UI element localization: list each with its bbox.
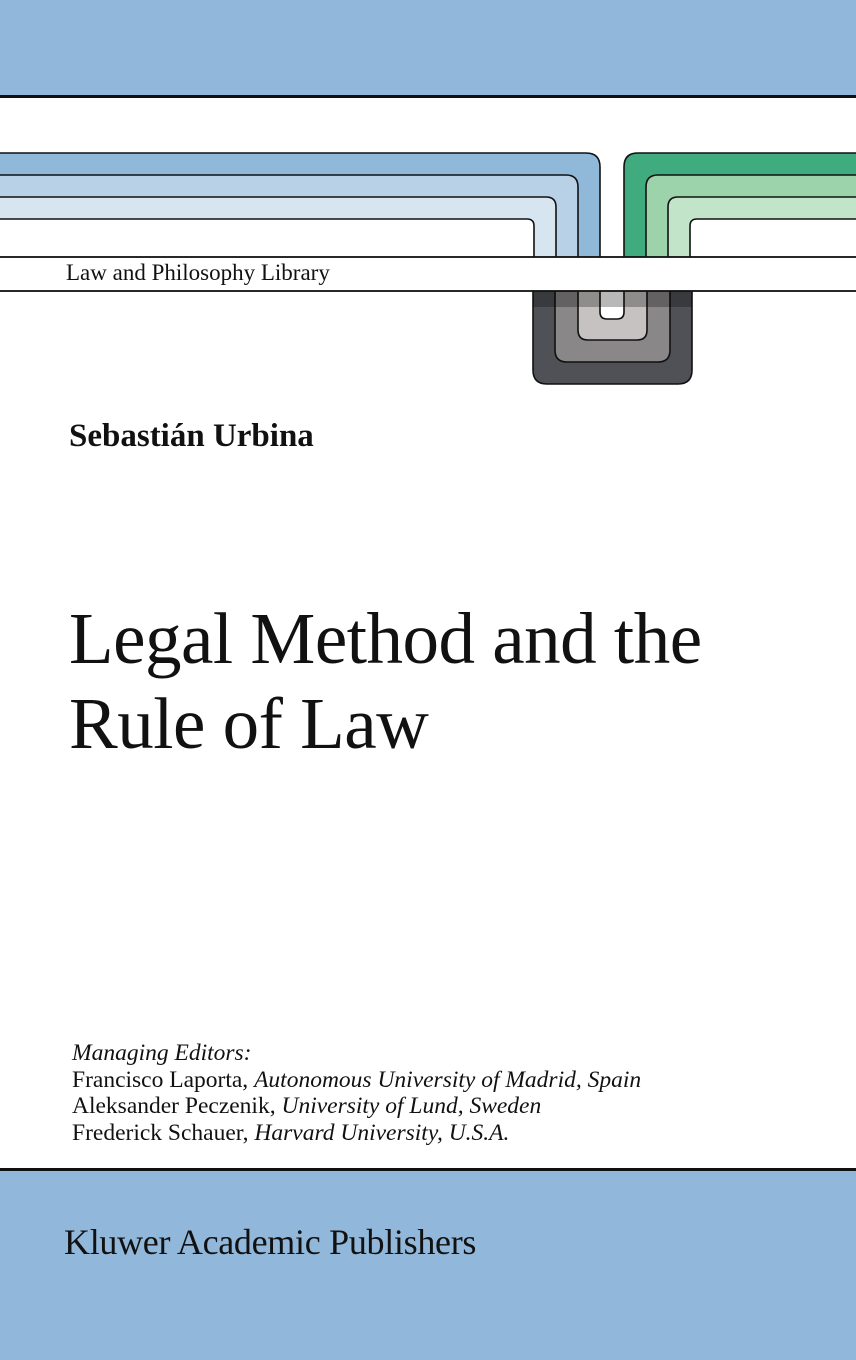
editor-line xyxy=(72,1093,641,1120)
managing-editors xyxy=(72,1040,641,1146)
editor-affiliation: Autonomous University of Madrid, Spain xyxy=(254,1066,642,1093)
editors-heading: Managing Editors: xyxy=(72,1040,252,1066)
editor-affiliation: University of Lund, Sweden xyxy=(281,1093,542,1119)
editor-line xyxy=(72,1120,641,1147)
author-name: Sebastián Urbina xyxy=(69,418,314,454)
editor-name: Aleksander Peczenik, xyxy=(72,1093,282,1119)
book-title xyxy=(69,596,702,766)
series-name: Law and Philosophy Library xyxy=(66,260,330,285)
publisher-name: Kluwer Academic Publishers xyxy=(64,1222,477,1262)
editor-line xyxy=(72,1067,641,1094)
title-line-1: Legal Method and the xyxy=(69,598,702,679)
bottom-color-band xyxy=(0,1168,856,1360)
top-color-band xyxy=(0,0,856,98)
editor-name: Frederick Schauer, xyxy=(72,1119,255,1146)
editor-affiliation: Harvard University, U.S.A. xyxy=(254,1119,510,1146)
editor-name: Francisco Laporta, xyxy=(72,1066,255,1093)
title-line-2: Rule of Law xyxy=(69,683,429,764)
